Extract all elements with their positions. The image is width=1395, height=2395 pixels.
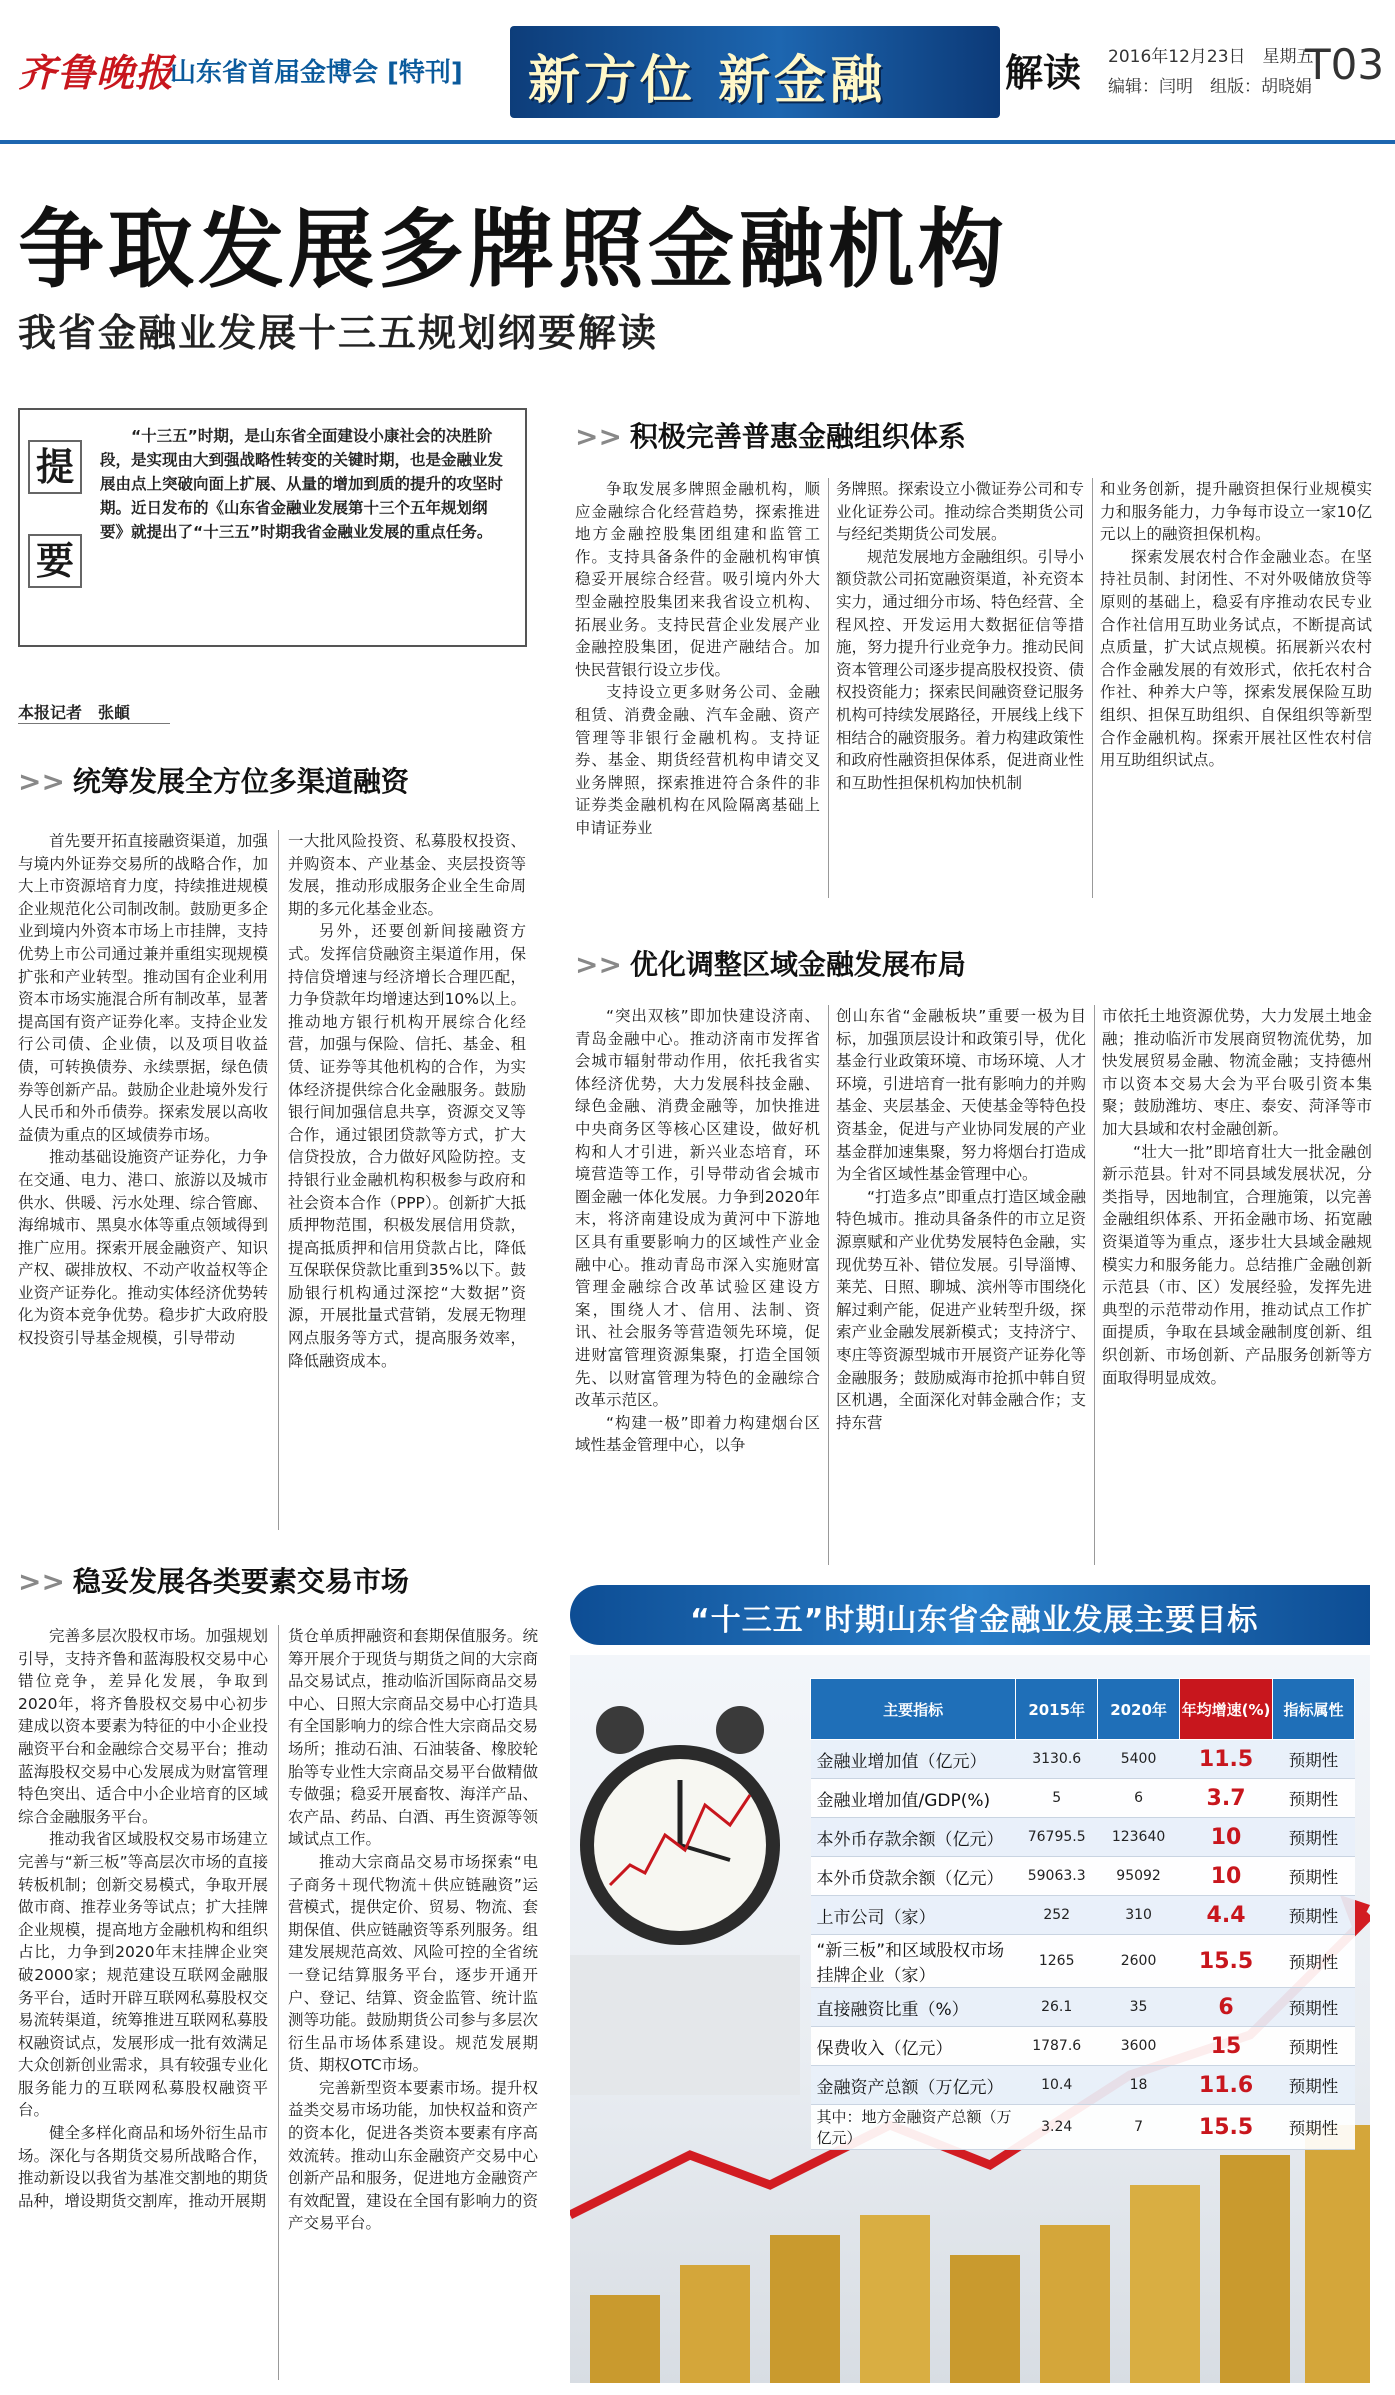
section-arrows: >> [18,1565,65,1598]
table-header-row [811,1679,1355,1740]
cell-indicator: “新三板”和区域股权市场挂牌企业（家） [811,1935,1016,1988]
column-divider [1094,1005,1095,1565]
body-column [575,1005,820,1457]
table-row [811,1779,1355,1818]
column-divider [1092,478,1093,898]
reporter-byline: 本报记者 张頔 [18,700,170,724]
page-number: T03 [1305,40,1385,89]
paragraph: 务牌照。探索设立小微证券公司和专业化证券公司。推动综合类期货公司与经纪类期货公司发展。 [836,480,1085,544]
clock-icon [580,1706,780,1945]
cell-2020: 3600 [1098,2027,1180,2066]
editor-credits: 编辑：闫明 组版：胡晓娟 [1108,77,1312,97]
cell-growth-rate: 10 [1180,1818,1273,1857]
cell-growth-rate: 15.5 [1180,2105,1273,2150]
cell-indicator: 金融业增加值（亿元） [811,1740,1016,1779]
cell-growth-rate: 15.5 [1180,1935,1273,1988]
cell-indicator: 上市公司（家） [811,1896,1016,1935]
cell-2020: 310 [1098,1896,1180,1935]
table-row [811,2066,1355,2105]
table-row [811,1818,1355,1857]
column-header: 年均增速(%) [1180,1679,1273,1740]
cell-attribute: 预期性 [1273,1818,1355,1857]
body-column [1100,478,1372,772]
paragraph: “壮大一批”即培育壮大一批金融创新示范县。针对不同县域发展状况，分类指导，因地制宜，合理施策，以完善金融组织体系、开拓金融市场、拓宽融资渠道等为重点，逐步壮大县域金融规模实力和服务能力。总结推广金融创新示范县（市、区）发展经验，发挥先进典型的示范带动作用，推动试点工作扩面提质，争取在县域金融制度创新、组织创新、市场创新、产品服务创新等方面取得明显成效。 [1102,1142,1372,1387]
body-column [18,830,268,1350]
cell-growth-rate: 4.4 [1180,1896,1273,1935]
cell-2020: 18 [1098,2066,1180,2105]
table-row [811,2027,1355,2066]
cell-growth-rate: 3.7 [1180,1779,1273,1818]
paragraph: 一大批风险投资、私募股权投资、并购资本、产业基金、夹层投资等发展，推动形成服务企业全生命周期的多元化基金业态。 [288,832,526,918]
paragraph: 首先要开拓直接融资渠道，加强与境内外证券交易所的战略合作，加大上市资源培育力度，持续推进规模企业规范化公司制改制。鼓励更多企业到境内外资本市场上市挂牌，支持优势上市公司通过兼并重组实现规模扩张和产业转型。推动国有企业利用资本市场实施混合所有制改革，显著提高国有资产证券化率。支持企业发行公司债、企业债，以及项目收益债，可转换债券、永续票据，绿色债券等创新产品。鼓励企业赴境外发行人民币和外币债券。探索发展以高收益债为重点的区域债券市场。 [18,832,268,1144]
issue-date: 2016年12月23日 星期五 [1108,47,1314,67]
body-column [1102,1005,1372,1389]
cell-indicator: 金融资产总额（万亿元） [811,2066,1016,2105]
cell-attribute: 预期性 [1273,1896,1355,1935]
cell-2015: 3.24 [1016,2105,1098,2150]
cell-attribute: 预期性 [1273,2027,1355,2066]
column-divider [828,478,829,898]
paragraph: 健全多样化商品和场外衍生品市场。深化与各期货交易所战略合作，推动新设以我省为基准交割地的期货品种，增设期货交割库，推动开展期 [18,2124,268,2210]
cell-2015: 1787.6 [1016,2027,1098,2066]
cell-indicator: 本外币存款余额（亿元） [811,1818,1016,1857]
cell-2015: 3130.6 [1016,1740,1098,1779]
table-row [811,1988,1355,2027]
goals-table [810,1678,1355,2150]
cell-growth-rate: 11.5 [1180,1740,1273,1779]
cell-indicator: 本外币贷款余额（亿元） [811,1857,1016,1896]
cell-growth-rate: 6 [1180,1988,1273,2027]
summary-label-char: 要 [28,534,82,588]
section-heading-text: 优化调整区域金融发展布局 [629,948,966,981]
summary-label [28,440,82,628]
cell-attribute: 预期性 [1273,1740,1355,1779]
cell-2015: 252 [1016,1896,1098,1935]
cell-2015: 76795.5 [1016,1818,1098,1857]
section-heading-text: 积极完善普惠金融组织体系 [629,420,966,453]
paragraph: 完善新型资本要素市场。提升权益类交易市场功能，加快权益和资产的资本化，促进各类资本要素有序高效流转。推动山东金融资产交易中心创新产品和服务，促进地方金融资产有效配置，建设在全国有影响力的资产交易平台。 [288,2078,538,2233]
paragraph: 和业务创新，提升融资担保行业规模实力和服务能力，力争每市设立一家10亿元以上的融资担保机构。 [1100,480,1372,544]
paragraph: 探索发展农村合作金融业态。在坚持社员制、封闭性、不对外吸储放贷等原则的基础上，稳妥有序推动农民专业合作社信用互助业务试点，不断提高试点质量，扩大试点规模。拓展新兴农村合作金融发展的有效形式，依托农村合作社、种养大户等，探索发展保险互助组织、担保互助组织、自保组织等新型合作金融机构。探索开展社区性农村信用互助组织试点。 [1100,547,1372,770]
cell-2020: 5400 [1098,1740,1180,1779]
section-heading-text: 统筹发展全方位多渠道融资 [72,765,409,798]
paragraph: “打造多点”即重点打造区域金融特色城市。推动具备条件的市立足资源禀赋和产业优势发展特色金融，实现优势互补、错位发展。引导淄博、莱芜、日照、聊城、滨州等市围绕化解过剩产能，促进产业转型升级，探索产业金融发展新模式；支持济宁、枣庄等资源型城市开展资产证券化等金融服务；鼓励威海市抢抓中韩自贸区机遇，全面深化对韩金融合作；支持东营 [836,1187,1086,1432]
paragraph: 推动我省区域股权交易市场建立完善与“新三板”等高层次市场的直接转板机制；创新交易模式，争取开展做市商、推荐业务等试点；扩大挂牌企业规模，提高地方金融机构和组织占比，力争到2020年末挂牌企业突破2000家；规范建设互联网金融服务平台，适时开辟互联网私募股权交易流转渠道，统筹推进互联网私募股权融资试点，发展形成一批有效满足大众创新创业需求，具有较强专业化服务能力的互联网私募股权融资平台。 [18,1830,268,2120]
section-heading [18,760,409,800]
paper-name: 齐鲁晚报 [18,50,175,95]
body-column [836,1005,1086,1434]
cell-2020: 2600 [1098,1935,1180,1988]
cell-2015: 1265 [1016,1935,1098,1988]
summary-label-char: 提 [28,440,82,494]
paragraph: 另外，还要创新间接融资方式。发挥信贷融资主渠道作用，保持信贷增速与经济增长合理匹配，力争贷款年均增速达到10%以上。推动地方银行机构开展综合化经营，加强与保险、信托、基金、租赁、证券等其他机构的合作，为实体经济提供综合化金融服务。鼓励银行间加强信息共享，资源交叉等合作，通过银团贷款等方式，扩大信贷投放，合力做好风险防控。支持银行业金融机构积极参与政府和社会资本合作（PPP）。创新扩大抵质押物范围，积极发展信用贷款，提高抵质押和信用贷款占比，降低互保联保贷款比重到35%以下。鼓励银行机构通过深挖“大数据”资源，开展批量式营销，发展无物理网点服务等方式，提高服务效率，降低融资成本。 [288,922,526,1370]
table-row [811,1740,1355,1779]
cell-indicator: 其中：地方金融资产总额（万亿元） [811,2105,1016,2150]
cell-2020: 95092 [1098,1857,1180,1896]
body-column [288,830,526,1372]
section-arrows: >> [575,948,622,981]
cell-growth-rate: 11.6 [1180,2066,1273,2105]
cell-growth-rate: 10 [1180,1857,1273,1896]
column-header: 指标属性 [1273,1679,1355,1740]
column-divider [278,1625,279,2380]
banner-text: 新方位 新金融 [528,50,887,111]
paragraph: “突出双核”即加快建设济南、青岛金融中心。推动济南市发挥省会城市辐射带动作用，依托我省实体经济优势，大力发展科技金融、绿色金融、消费金融等，加快推进中央商务区等核心区建设，做好机构和人才引进，新兴业态培育，环境营造等工作，引导带动省会城市圈金融一体化发展。力争到2020年末，将济南建设成为黄河中下游地区具有重要影响力的区域性产业金融中心。推动青岛市深入实施财富管理金融综合改革试验区建设方案，围绕人才、信用、法制、资讯、社会服务等营造领先环境，促进财富管理资源集聚，打造全国领先、以财富管理为特色的金融综合改革示范区。 [575,1007,820,1410]
cell-2015: 59063.3 [1016,1857,1098,1896]
section-heading-text: 稳妥发展各类要素交易市场 [72,1565,409,1598]
newspaper-shape [570,1955,800,2095]
cell-2015: 5 [1016,1779,1098,1818]
masthead [0,0,1395,150]
cell-2020: 7 [1098,2105,1180,2150]
cell-2015: 26.1 [1016,1988,1098,2027]
special-issue-banner [510,26,1000,118]
cell-attribute: 预期性 [1273,2066,1355,2105]
table-row [811,1857,1355,1896]
body-column [18,1625,268,2212]
cell-2020: 123640 [1098,1818,1180,1857]
section-heading [18,1560,409,1600]
section-arrows: >> [575,420,622,453]
table-row [811,1935,1355,1988]
column-header: 主要指标 [811,1679,1016,1740]
cell-attribute: 预期性 [1273,2105,1355,2150]
section-heading [575,943,966,983]
column-divider [278,830,279,1530]
cell-attribute: 预期性 [1273,1857,1355,1896]
body-column [836,478,1084,794]
header-divider [0,140,1395,144]
cell-attribute: 预期性 [1273,1935,1355,1988]
cell-indicator: 金融业增加值/GDP(%) [811,1779,1016,1818]
body-column [288,1625,538,2235]
cell-2020: 35 [1098,1988,1180,2027]
article-title: 争取发展多牌照金融机构 [18,200,1008,300]
goals-title: “十三五”时期山东省金融业发展主要目标 [690,1603,1259,1638]
table-row [811,1896,1355,1935]
cell-indicator: 直接融资比重（%） [811,1988,1016,2027]
cell-attribute: 预期性 [1273,1779,1355,1818]
column-header: 2015年 [1016,1679,1098,1740]
table-row [811,2105,1355,2150]
summary-box [18,408,527,647]
cell-2020: 6 [1098,1779,1180,1818]
cell-attribute: 预期性 [1273,1988,1355,2027]
paragraph: 支持设立更多财务公司、金融租赁、消费金融、汽车金融、资产管理等非银行金融机构。支持证券、基金、期货经营机构申请交叉业务牌照，探索推进符合条件的非证券类金融机构在风险隔离基础上申请证券业 [575,683,820,837]
paragraph: 规范发展地方金融组织。引导小额贷款公司拓宽融资渠道，补充资本实力，通过细分市场、特色经营、全程风控、开发运用大数据征信等措施，努力提升行业竞争力。推动民间资本管理公司逐步提高股权投资、债权投资能力；探索民间融资登记服务机构可持续发展路径，开展线上线下相结合的融资服务。着力构建政策性和政府性融资担保体系，促进商业性和互助性担保机构加快机制 [836,547,1085,792]
section-heading [575,415,966,455]
paragraph: 推动大宗商品交易市场探索“电子商务＋现代物流＋供应链融资”运营模式，提供定价、贸易、物流、套期保值、供应链融资等系列服务。组建发展规范高效、风险可控的全省统一登记结算服务平台，逐步开通开户、登记、结算、资金监管、统计监测等功能。鼓励期货公司参与多层次衍生品市场体系建设。规范发展期货、期权OTC市场。 [288,1852,538,2075]
section-arrows: >> [18,765,65,798]
summary-text: “十三五”时期，是山东省全面建设小康社会的决胜阶段，是实现由大到强战略性转变的关键时期，也是金融业发展由点上突破向面上扩展、从量的增加到质的提升的攻坚时期。近日发布的《山东省金融业发展第十三个五年规划纲要》就提出了“十三五”时期我省金融业发展的重点任务。 [100,427,504,541]
paragraph: “构建一极”即着力构建烟台区域性基金管理中心，以争 [575,1413,820,1455]
goals-banner [570,1585,1370,1645]
paragraph: 货仓单质押融资和套期保值服务。统筹开展介于现货与期货之间的大宗商品交易试点，推动临沂国际商品交易中心、日照大宗商品交易中心打造具有全国影响力的综合性大宗商品交易场所；推动石油、石油装备、橡胶轮胎等专业性大宗商品交易平台做精做专做强；稳妥开展畜牧、海洋产品、农产品、药品、白酒、再生资源等领域试点工作。 [288,1627,538,1849]
paragraph: 完善多层次股权市场。加强规划引导，支持齐鲁和蓝海股权交易中心错位竞争，差异化发展，争取到2020年，将齐鲁股权交易中心初步建成以资本要素为特征的中小企业投融资平台和金融综合交易平台；推动蓝海股权交易中心发展成为财富管理特色突出、适合中小企业培育的区域综合金融服务平台。 [18,1627,268,1826]
cell-indicator: 保费收入（亿元） [811,2027,1016,2066]
paragraph: 创山东省“金融板块”重要一极为目标，加强顶层设计和政策引导，优化基金行业政策环境、市场环境、人才环境，引进培育一批有影响力的并购基金、夹层基金、天使基金等特色投资基金，促进与产业协同发展的产业基金群加速集聚，努力将烟台打造成为全省区域性基金管理中心。 [836,1007,1086,1184]
paragraph: 推动基础设施资产证券化，力争在交通、电力、港口、旅游以及城市供水、供暖、污水处理、综合管廊、海绵城市、黑臭水体等重点领域得到推广应用。探索开展金融资产、知识产权、碳排放权、不动产收益权等企业资产证券化。推动实体经济优势转化为资本竞争优势。稳步扩大政府股权投资引导基金规模，引导带动 [18,1148,268,1348]
column-header: 2020年 [1098,1679,1180,1740]
paragraph: 市依托土地资源优势，大力发展土地金融；推动临沂市发展商贸物流优势，加快发展贸易金融、物流金融；支持德州市以资本交易大会为平台吸引资本集聚；鼓励潍坊、枣庄、泰安、菏泽等市加大县域和农村金融创新。 [1102,1007,1372,1138]
event-name: 山东省首届金博会 [特刊] [170,58,463,88]
goals-table-body [811,1740,1355,2150]
cell-2015: 10.4 [1016,2066,1098,2105]
column-divider [828,1005,829,1565]
cell-growth-rate: 15 [1180,2027,1273,2066]
body-column [575,478,820,840]
section-name: 解读 [1005,51,1082,95]
paragraph: 争取发展多牌照金融机构，顺应金融综合化经营趋势，探索推进地方金融控股集团组建和监管工作。支持具备条件的金融机构审慎稳妥开展综合经营。吸引境内外大型金融控股集团来我省设立机构、拓展业务。支持民营企业发展产业金融控股集团，促进产融结合。加快民营银行设立步伐。 [575,480,820,679]
article-subtitle: 我省金融业发展十三五规划纲要解读 [18,311,659,355]
